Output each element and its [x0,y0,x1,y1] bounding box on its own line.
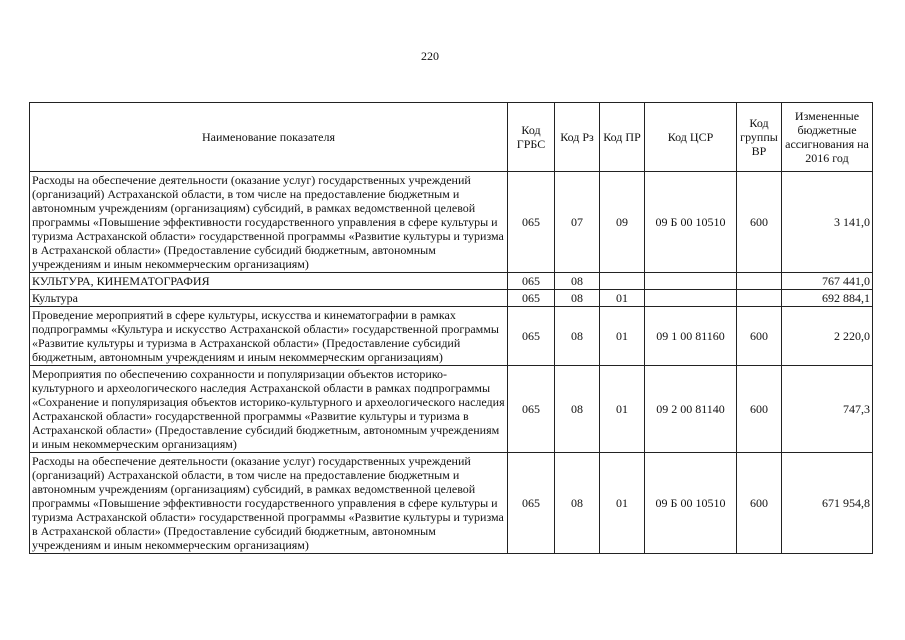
row-amount: 2 220,0 [782,307,873,366]
row-csr [645,273,737,290]
table-row [30,273,873,290]
row-grbs: 065 [508,172,555,273]
row-grbs: 065 [508,366,555,453]
row-vr [737,273,782,290]
row-name: Мероприятия по обеспечению сохранности и популяризации объектов историко-культурного и археологического наследия Астраханской области в рамках подпрограммы «Сохранение и популяризация объектов историко-культурного и археологического наследия Астраханской области» государственной программы «Развитие культуры и туризма в Астраханской области» (Предоставление субсидий бюджетным, автономным учреждениям и иным некоммерческим организациям) [30,366,508,453]
row-pr [600,273,645,290]
row-name: Расходы на обеспечение деятельности (оказание услуг) государственных учреждений (организаций) Астраханской области, в том числе на предоставление бюджетным и автономным учреждениям (организациям) субсидий, в рамках ведомственной целевой программы «Повышение эффективности государственного управления в сфере культуры и туризма Астраханской области» государственной программы «Развитие культуры и туризма в Астраханской области» (Предоставление субсидий бюджетным, автономным учреждениям и иным некоммерческим организациям) [30,453,508,554]
row-rz: 08 [555,307,600,366]
row-name: КУЛЬТУРА, КИНЕМАТОГРАФИЯ [30,273,508,290]
row-pr: 09 [600,172,645,273]
row-rz: 08 [555,366,600,453]
row-csr: 09 Б 00 10510 [645,453,737,554]
row-vr [737,290,782,307]
row-name: Расходы на обеспечение деятельности (оказание услуг) государственных учреждений (организаций) Астраханской области, в том числе на предоставление бюджетным и автономным учреждениям (организациям) субсидий, в рамках ведомственной целевой программы «Повышение эффективности государственного управления в сфере культуры и туризма Астраханской области» государственной программы «Развитие культуры и туризма в Астраханской области» (Предоставление субсидий бюджетным, автономным учреждениям и иным некоммерческим организациям) [30,172,508,273]
row-amount: 692 884,1 [782,290,873,307]
row-vr: 600 [737,307,782,366]
row-csr: 09 2 00 81140 [645,366,737,453]
row-grbs: 065 [508,273,555,290]
row-vr: 600 [737,172,782,273]
header-csr: Код ЦСР [645,103,737,172]
header-pr: Код ПР [600,103,645,172]
header-vr: Код группы ВР [737,103,782,172]
table-header-row [30,103,873,172]
row-pr: 01 [600,290,645,307]
table-row [30,453,873,554]
row-rz: 07 [555,172,600,273]
table-row [30,172,873,273]
row-grbs: 065 [508,290,555,307]
row-grbs: 065 [508,453,555,554]
table-row [30,290,873,307]
row-amount: 767 441,0 [782,273,873,290]
header-rz: Код Рз [555,103,600,172]
row-name: Проведение мероприятий в сфере культуры, искусства и кинематографии в рамках подпрограммы «Культура и искусство Астраханской области» государственной программы «Развитие культуры и туризма в Астраханской области» (Предоставление субсидий бюджетным, автономным учреждениям и иным некоммерческим организациям) [30,307,508,366]
header-name: Наименование показателя [30,103,508,172]
header-grbs: Код ГРБС [508,103,555,172]
row-amount: 3 141,0 [782,172,873,273]
table-row [30,366,873,453]
row-pr: 01 [600,366,645,453]
row-csr: 09 1 00 81160 [645,307,737,366]
row-vr: 600 [737,366,782,453]
row-csr: 09 Б 00 10510 [645,172,737,273]
row-pr: 01 [600,307,645,366]
header-amount: Измененные бюджетные ассигнования на 2016 год [782,103,873,172]
row-amount: 671 954,8 [782,453,873,554]
row-vr: 600 [737,453,782,554]
row-rz: 08 [555,290,600,307]
budget-table [29,102,873,554]
table-row [30,307,873,366]
row-rz: 08 [555,273,600,290]
row-amount: 747,3 [782,366,873,453]
page-number: 220 [421,49,439,63]
row-name: Культура [30,290,508,307]
row-grbs: 065 [508,307,555,366]
row-rz: 08 [555,453,600,554]
row-pr: 01 [600,453,645,554]
row-csr [645,290,737,307]
